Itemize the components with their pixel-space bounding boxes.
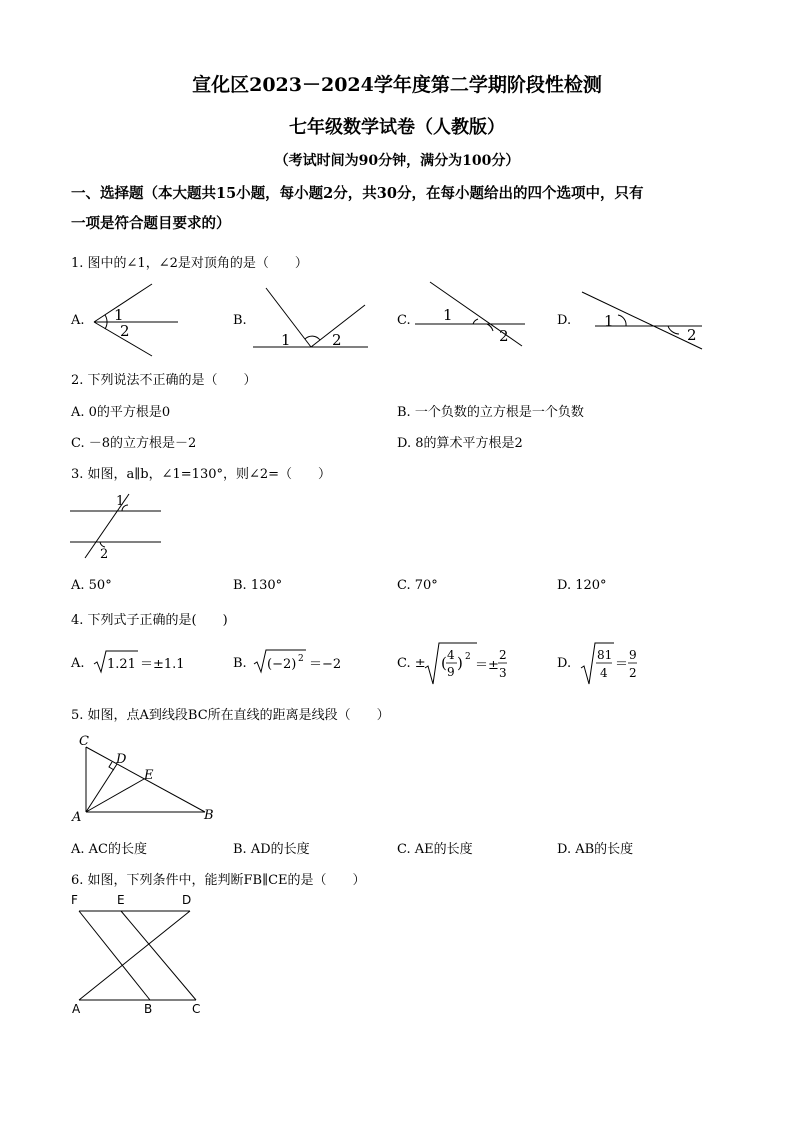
q4-option-d-label: D.	[557, 656, 572, 671]
q6-point-c: C	[192, 1002, 201, 1016]
exam-title: 宣化区2023－2024学年度第二学期阶段性检测	[192, 74, 602, 96]
q1a-angle-2: 2	[120, 322, 130, 340]
q1c-angle-1: 1	[443, 306, 453, 324]
q1d-angle-1: 1	[604, 312, 614, 330]
q5-point-a: A	[72, 810, 82, 825]
q4a-rhs: ＝±1.1	[140, 657, 185, 672]
q5-option-a: A. AC的长度	[71, 842, 147, 857]
q4c-numerator: 4	[447, 648, 455, 662]
question-5-stem: 5. 如图，点A到线段BC所在直线的距离是线段（ ）	[71, 708, 390, 723]
q1-figure-d	[580, 292, 710, 352]
q4-option-d-radical	[581, 641, 661, 687]
q5-point-b: B	[204, 808, 214, 823]
q6-point-d: D	[182, 893, 192, 907]
q6-figure	[66, 890, 216, 1020]
q1-figure-b	[253, 288, 373, 353]
q5-figure	[70, 730, 220, 825]
section-heading-line1: 一、选择题（本大题共15小题，每小题2分，共30分，在每小题给出的四个选项中，只有	[71, 185, 644, 202]
q4c-exponent: 2	[465, 652, 471, 662]
q1a-angle-1: 1	[114, 306, 124, 324]
q6-point-f: F	[71, 893, 78, 907]
q3-option-a: A. 50°	[71, 578, 112, 593]
q4c-denominator: 9	[447, 665, 455, 679]
question-4-stem: 4. 下列式子正确的是( )	[71, 613, 228, 628]
q4d-rhs-denominator: 2	[629, 666, 637, 680]
q1b-angle-2: 2	[332, 331, 342, 349]
q4-option-c-radical	[425, 641, 525, 687]
q1c-angle-2: 2	[499, 327, 509, 345]
section-heading-line2: 一项是符合题目要求的）	[71, 215, 231, 232]
q4d-rhs-numerator: 9	[629, 648, 637, 662]
q4c-paren-open: (	[441, 654, 447, 672]
q5-point-d: D	[116, 752, 127, 767]
q4b-rhs: ＝−2	[309, 657, 342, 672]
q2-option-a: A. 0的平方根是0	[71, 405, 171, 420]
q5-option-c: C. AE的长度	[397, 842, 473, 857]
q6-point-b: B	[144, 1002, 153, 1016]
q1b-angle-1: 1	[281, 331, 291, 349]
q3-option-c: C. 70°	[397, 578, 438, 593]
q4-option-a-label: A.	[71, 656, 85, 671]
q4d-numerator: 81	[597, 648, 613, 662]
question-3-stem: 3. 如图，a∥b，∠1=130°，则∠2=（ ）	[71, 467, 332, 482]
q3-figure	[70, 494, 165, 564]
q1-option-c-label: C.	[397, 313, 411, 328]
exam-note: （考试时间为90分钟，满分为100分）	[274, 153, 520, 169]
q1-option-b-label: B.	[233, 313, 247, 328]
q4d-denominator: 4	[600, 666, 608, 680]
q3-angle-2: 2	[100, 547, 109, 562]
q1-option-d-label: D.	[557, 313, 572, 328]
question-6-stem: 6. 如图，下列条件中，能判断FB∥CE的是（ ）	[71, 873, 366, 888]
q4b-exponent: 2	[298, 654, 304, 664]
q5-option-d: D. AB的长度	[557, 842, 634, 857]
q4c-rhs-numerator: 2	[499, 648, 507, 662]
q2-option-c: C. －8的立方根是－2	[71, 436, 197, 451]
q4c-rhs-denominator: 3	[499, 666, 507, 680]
q4c-eq-pm: ＝±	[475, 658, 499, 673]
question-1-stem: 1. 图中的∠1，∠2是对顶角的是（ ）	[71, 256, 308, 271]
q4-option-c-label: C. ±	[397, 656, 426, 671]
q4c-paren-close: )	[457, 654, 463, 672]
q1-option-a-label: A.	[71, 313, 85, 328]
q5-point-e: E	[144, 768, 154, 783]
q6-point-a: A	[72, 1002, 81, 1016]
q1d-angle-2: 2	[687, 326, 697, 344]
q1-figure-c	[415, 282, 535, 350]
q4-option-a-radical	[94, 648, 194, 678]
q2-option-d: D. 8的算术平方根是2	[397, 436, 523, 451]
q4-option-b-label: B.	[233, 656, 247, 671]
q6-point-e: E	[117, 893, 125, 907]
q4a-radicand: 1.21	[107, 657, 136, 672]
q3-angle-1: 1	[116, 494, 125, 509]
q3-option-b: B. 130°	[233, 578, 283, 593]
q1-figure-a	[88, 283, 188, 363]
q4d-eq: ＝	[615, 657, 629, 672]
question-2-stem: 2. 下列说法不正确的是（ ）	[71, 373, 257, 388]
q3-option-d: D. 120°	[557, 578, 607, 593]
q4b-radicand: (−2)	[267, 657, 297, 672]
exam-subtitle: 七年级数学试卷（人教版）	[289, 117, 505, 138]
q2-option-b: B. 一个负数的立方根是一个负数	[397, 405, 584, 420]
q5-point-c: C	[79, 734, 89, 749]
q4-option-b-radical	[254, 645, 364, 677]
q5-option-b: B. AD的长度	[233, 842, 310, 857]
